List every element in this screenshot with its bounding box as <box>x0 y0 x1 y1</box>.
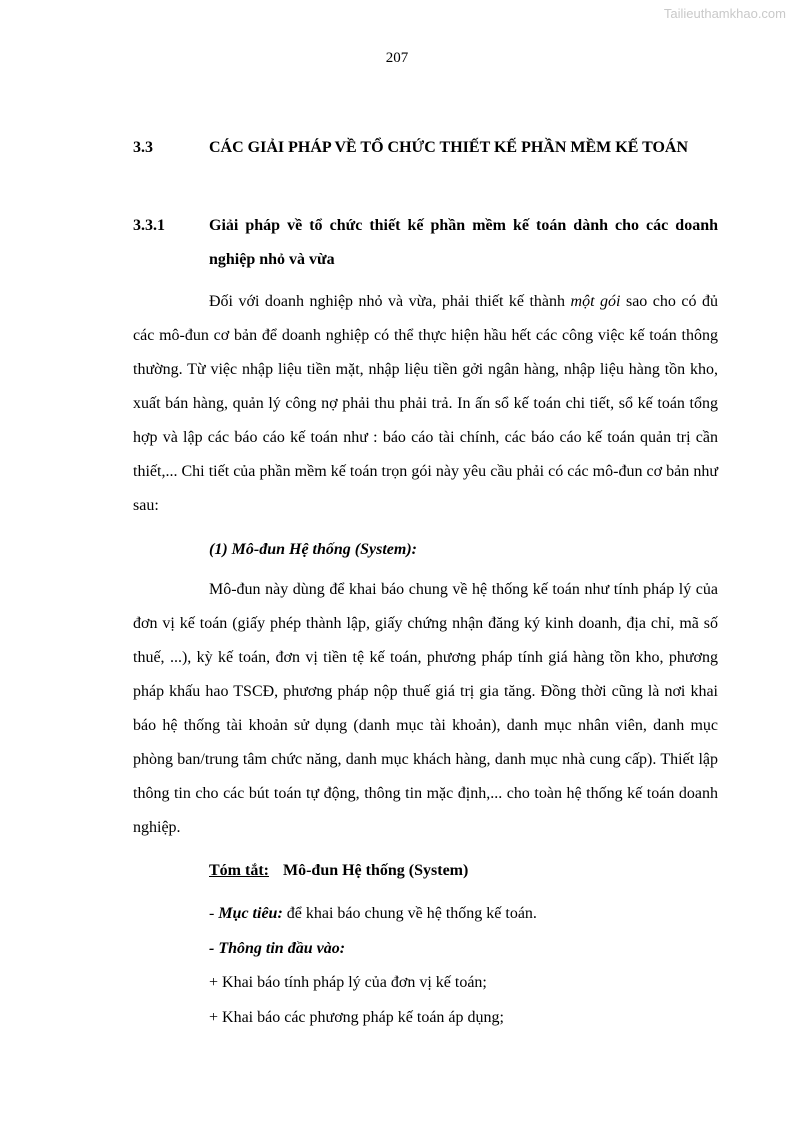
goal-text: để khai báo chung về hệ thống kế toán. <box>282 905 537 922</box>
section-heading <box>133 131 718 165</box>
summary-label: Tóm tắt: <box>209 862 269 879</box>
subsection-title: Giải pháp về tổ chức thiết kế phần mềm kế toán dành cho các doanh nghiệp nhỏ và vừa <box>209 217 718 268</box>
goal-label: Mục tiêu: <box>218 905 283 922</box>
module-title: (1) Mô-đun Hệ thống (System): <box>209 541 417 558</box>
goal-line <box>209 897 537 931</box>
input-item: + Khai báo các phương pháp kế toán áp dụng; <box>209 1009 504 1026</box>
watermark: Tailieuthamkhao.com <box>663 6 786 21</box>
summary-heading <box>209 854 468 888</box>
subsection-heading <box>133 209 718 277</box>
intro-paragraph-rest: sao cho có đủ các mô-đun cơ bản để doanh nghiệp có thể thực hiện hầu hết các công việc kế toán thông thường. Từ việc nhập liệu tiền mặt, nhập liệu tiền gởi ngân hàng, nhập liệu hàng tồn kho, xuất bán hàng, quản lý công nợ phải thu phải trả. In ấn sổ kế toán chi tiết, sổ kế toán tổng hợp và lập các báo cáo kế toán như : báo cáo tài chính, các báo cáo kế toán quản trị cần thiết,... Chi tiết của phần mềm kế toán trọn gói này yêu cầu phải có các mô-đun cơ bản như sau: <box>133 293 719 514</box>
section-title: CÁC GIẢI PHÁP VỀ TỔ CHỨC THIẾT KẾ PHẦN MỀM KẾ TOÁN <box>209 139 689 156</box>
intro-paragraph-start: Đối với doanh nghiệp nhỏ và vừa, phải thiết kế thành <box>209 293 571 310</box>
section-number: 3.3 <box>133 139 153 156</box>
module-description: Mô-đun này dùng để khai báo chung về hệ thống kế toán như tính pháp lý của đơn vị kế toán (giấy phép thành lập, giấy chứng nhận đăng ký kinh doanh, địa chỉ, mã số thuế, ...), kỳ kế toán, đơn vị tiền tệ kế toán, phương pháp tính giá hàng tồn kho, phương pháp khấu hao TSCĐ, phương pháp nộp thuế giá trị gia tăng. Đồng thời cũng là nơi khai báo hệ thống tài khoản sử dụng (danh mục tài khoản), danh mục nhân viên, danh mục phòng ban/trung tâm chức năng, danh mục khách hàng, danh mục nhà cung cấp). Thiết lập thông tin cho các bút toán tự động, thông tin mặc định,... cho toàn hệ thống kế toán doanh nghiệp. <box>133 581 718 836</box>
intro-paragraph <box>133 285 718 523</box>
input-item: + Khai báo tính pháp lý của đơn vị kế toán; <box>209 974 487 991</box>
intro-paragraph-emphasis: một gói <box>570 293 621 310</box>
goal-prefix: - <box>209 905 219 922</box>
subsection-number: 3.3.1 <box>133 217 165 234</box>
page-number: 207 <box>385 50 409 66</box>
summary-title: Mô-đun Hệ thống (System) <box>282 862 469 879</box>
inputs-label: - Thông tin đầu vào: <box>209 940 346 957</box>
